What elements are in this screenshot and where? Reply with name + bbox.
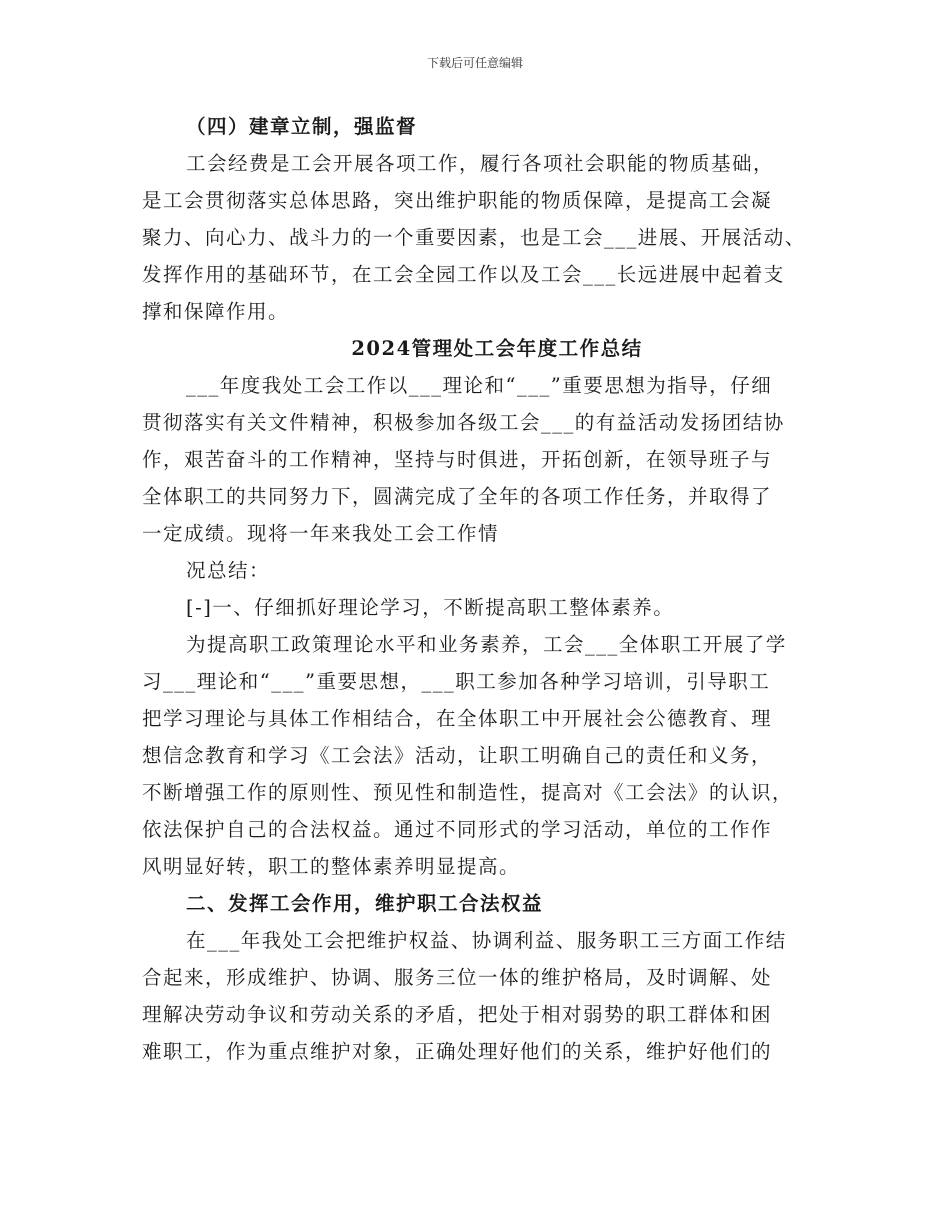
text-line: 为提高职工政策理论水平和业务素养，工会___全体职工开展了学 (186, 633, 787, 656)
text-line: 作，艰苦奋斗的工作精神，坚持与时俱进，开拓创新，在领导班子与 (142, 448, 773, 471)
document-title: 2024管理处工会年度工作总结 (351, 337, 643, 360)
text-line: 难职工，作为重点维护对象，正确处理好他们的关系，维护好他们的 (142, 1040, 773, 1063)
text-line: 风明显好转，职工的整体素养明显提高。 (142, 855, 521, 878)
text-line: [-]一、仔细抓好理论学习，不断提高职工整体素养。 (186, 596, 675, 619)
text-line: ___年度我处工会工作以___理论和“___”重要思想为指导，仔细 (186, 374, 773, 397)
section-heading: （四）建章立制，强监督 (186, 115, 418, 138)
text-line: 全体职工的共同努力下，圆满完成了全年的各项工作任务，并取得了 (142, 485, 773, 508)
text-line: 不断增强工作的原则性、预见性和制造性，提高对《工会法》的认识， (142, 781, 794, 804)
text-line: 一定成绩。现将一年来我处工会工作情 (142, 522, 500, 545)
text-line: 想信念教育和学习《工会法》活动，让职工明确自己的责任和义务， (142, 744, 773, 767)
text-line: 工会经费是工会开展各项工作，履行各项社会职能的物质基础， (186, 152, 775, 175)
text-line: 依法保护自己的合法权益。通过不同形式的学习活动，单位的工作作 (142, 818, 773, 841)
text-line: 况总结： (186, 559, 271, 582)
document-body (142, 108, 822, 1070)
text-line: 发挥作用的基础环节，在工会全园工作以及工会___长远进展中起着支 (142, 263, 785, 286)
text-line: 习___理论和“___”重要思想，___职工参加各种学习培训，引导职工 (142, 670, 771, 693)
header-note: 下载后可任意编辑 (426, 56, 523, 70)
text-line: 撑和保障作用。 (142, 300, 290, 323)
text-line: 聚力、向心力、战斗力的一个重要因素，也是工会___进展、开展活动、 (142, 226, 806, 249)
text-line: 把学习理论与具体工作相结合，在全体职工中开展社会公德教育、理 (142, 707, 773, 730)
text-line: 是工会贯彻落实总体思路，突出维护职能的物质保障，是提高工会凝 (142, 189, 773, 212)
text-line: 在___年我处工会把维护权益、协调利益、服务职工三方面工作结 (186, 929, 787, 952)
text-line: 贯彻落实有关文件精神，积极参加各级工会___的有益活动发扬团结协 (142, 411, 785, 434)
text-line: 合起来，形成维护、协调、服务三位一体的维护格局，及时调解、处 (142, 966, 773, 989)
text-line: 理解决劳动争议和劳动关系的矛盾，把处于相对弱势的职工群体和困 (142, 1003, 773, 1026)
section-heading: 二、发挥工会作用，维护职工合法权益 (186, 892, 544, 915)
